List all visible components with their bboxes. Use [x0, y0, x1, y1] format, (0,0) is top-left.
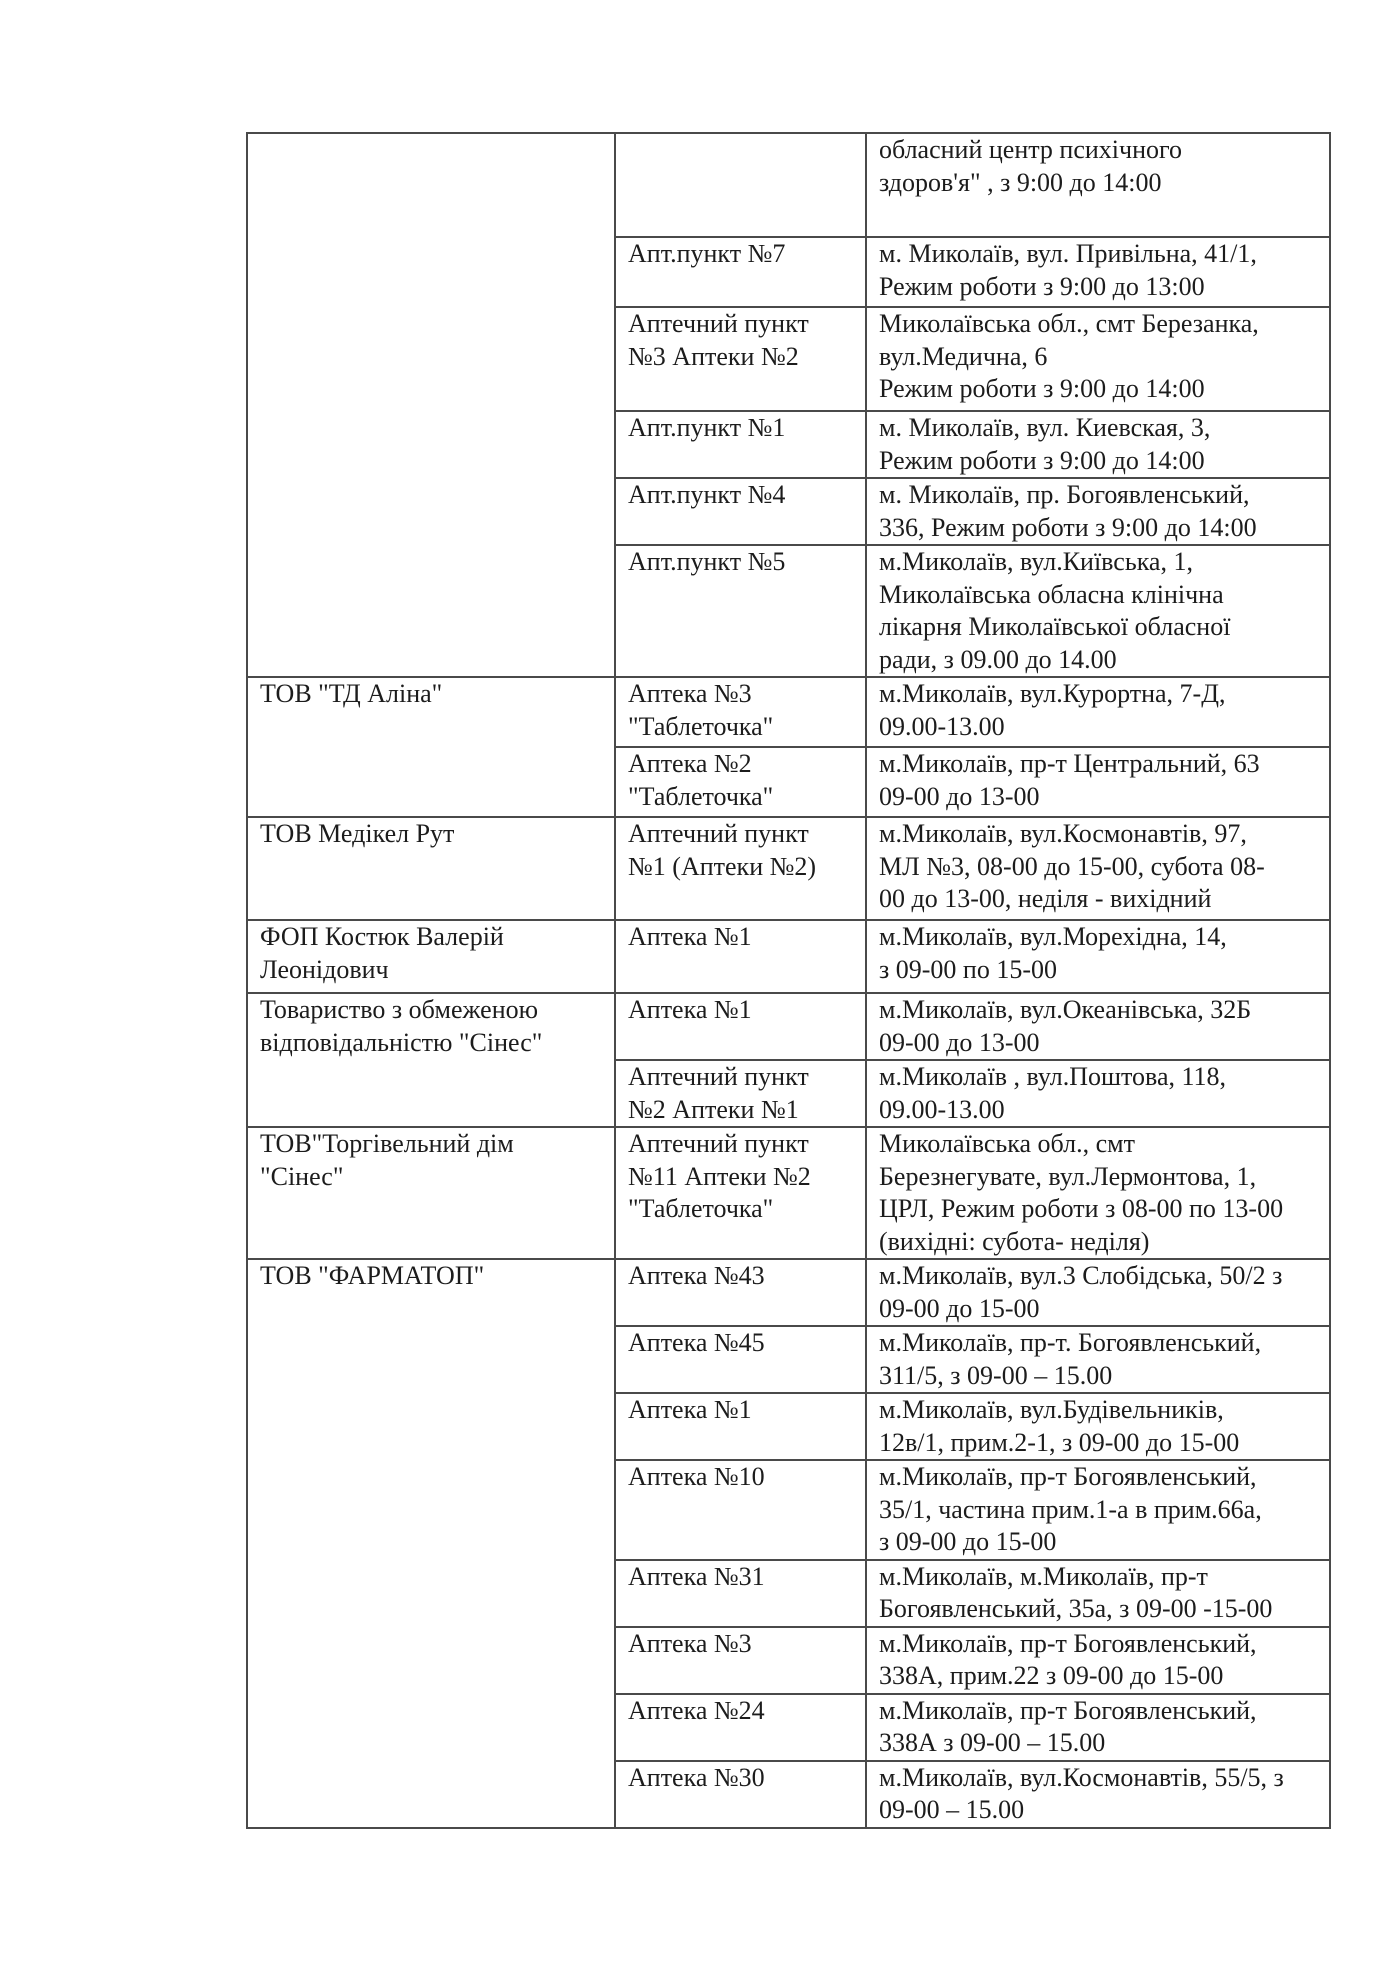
pharmacy-name-cell: Аптечний пункт №3 Аптеки №2	[615, 307, 866, 411]
table-row	[247, 677, 1330, 747]
pharmacy-name-cell: Аптека №1	[615, 920, 866, 993]
address-cell: м.Миколаїв, вул.Київська, 1, Миколаївська обласна клінічна лікарня Миколаївської обласної ради, з 09.00 до 14.00	[866, 545, 1330, 677]
address-cell: м.Миколаїв, вул.Космонавтів, 55/5, з 09-00 – 15.00	[866, 1761, 1330, 1828]
pharmacy-name-cell: Аптека №45	[615, 1326, 866, 1393]
address-cell: м.Миколаїв, вул.Океанівська, 32Б 09-00 до 13-00	[866, 993, 1330, 1060]
table-row	[247, 1259, 1330, 1326]
pharmacy-name-cell: Аптека №10	[615, 1460, 866, 1560]
address-cell: м.Миколаїв, вул.Морехідна, 14, з 09-00 по 15-00	[866, 920, 1330, 993]
pharmacy-name-cell: Аптека №43	[615, 1259, 866, 1326]
org-cell	[247, 133, 615, 677]
address-cell: обласний центр психічного здоров'я" , з 9:00 до 14:00	[866, 133, 1330, 237]
pharmacy-name-cell: Аптечний пункт №1 (Аптеки №2)	[615, 817, 866, 920]
address-cell: м. Миколаїв, пр. Богоявленський, 336, Режим роботи з 9:00 до 14:00	[866, 478, 1330, 545]
pharmacy-table	[246, 132, 1331, 1829]
org-cell: ТОВ"Торгівельний дім "Сінес"	[247, 1127, 615, 1259]
pharmacy-name-cell: Аптечний пункт №11 Аптеки №2 "Таблеточка"	[615, 1127, 866, 1259]
address-cell: м.Миколаїв, пр-т Богоявленський, 35/1, частина прим.1-а в прим.66а, з 09-00 до 15-00	[866, 1460, 1330, 1560]
pharmacy-name-cell: Аптечний пункт №2 Аптеки №1	[615, 1060, 866, 1127]
address-cell: м.Миколаїв, пр-т Центральний, 63 09-00 до 13-00	[866, 747, 1330, 817]
address-cell: м.Миколаїв, вул.3 Слобідська, 50/2 з 09-00 до 15-00	[866, 1259, 1330, 1326]
table-row	[247, 993, 1330, 1060]
pharmacy-name-cell: Аптека №30	[615, 1761, 866, 1828]
pharmacy-name-cell: Аптека №2 "Таблеточка"	[615, 747, 866, 817]
address-cell: Миколаївська обл., смт Березанка, вул.Медична, 6 Режим роботи з 9:00 до 14:00	[866, 307, 1330, 411]
table-row	[247, 1127, 1330, 1259]
pharmacy-name-cell: Апт.пункт №7	[615, 237, 866, 307]
pharmacy-name-cell: Аптека №1	[615, 993, 866, 1060]
pharmacy-name-cell: Аптека №1	[615, 1393, 866, 1460]
pharmacy-name-cell: Аптека №3	[615, 1627, 866, 1694]
address-cell: м. Миколаїв, вул. Киевская, 3, Режим роботи з 9:00 до 14:00	[866, 411, 1330, 478]
org-cell: ФОП Костюк Валерій Леонідович	[247, 920, 615, 993]
pharmacy-name-cell: Аптека №3 "Таблеточка"	[615, 677, 866, 747]
org-cell: ТОВ "ФАРМАТОП"	[247, 1259, 615, 1828]
pharmacy-name-cell: Аптека №31	[615, 1560, 866, 1627]
address-cell: м.Миколаїв, вул.Космонавтів, 97, МЛ №3, 08-00 до 15-00, субота 08- 00 до 13-00, неділя - вихідний	[866, 817, 1330, 920]
pharmacy-name-cell: Апт.пункт №4	[615, 478, 866, 545]
pharmacy-name-cell	[615, 133, 866, 237]
address-cell: м.Миколаїв, пр-т Богоявленський, 338А з 09-00 – 15.00	[866, 1694, 1330, 1761]
address-cell: м.Миколаїв, вул.Будівельників, 12в/1, прим.2-1, з 09-00 до 15-00	[866, 1393, 1330, 1460]
address-cell: Миколаївська обл., смт Березнегувате, вул.Лермонтова, 1, ЦРЛ, Режим роботи з 08-00 по 13-00 (вихідні: субота- неділя)	[866, 1127, 1330, 1259]
table-row	[247, 920, 1330, 993]
pharmacy-name-cell: Апт.пункт №1	[615, 411, 866, 478]
address-cell: м.Миколаїв, пр-т Богоявленський, 338А, прим.22 з 09-00 до 15-00	[866, 1627, 1330, 1694]
address-cell: м.Миколаїв, м.Миколаїв, пр-т Богоявленський, 35а, з 09-00 -15-00	[866, 1560, 1330, 1627]
address-cell: м. Миколаїв, вул. Привільна, 41/1, Режим роботи з 9:00 до 13:00	[866, 237, 1330, 307]
org-cell: ТОВ Медікел Рут	[247, 817, 615, 920]
pharmacy-name-cell: Апт.пункт №5	[615, 545, 866, 677]
pharmacy-name-cell: Аптека №24	[615, 1694, 866, 1761]
table-row	[247, 817, 1330, 920]
address-cell: м.Миколаїв, пр-т. Богоявленський, 311/5, з 09-00 – 15.00	[866, 1326, 1330, 1393]
address-cell: м.Миколаїв , вул.Поштова, 118, 09.00-13.00	[866, 1060, 1330, 1127]
address-cell: м.Миколаїв, вул.Курортна, 7-Д, 09.00-13.00	[866, 677, 1330, 747]
table-row	[247, 133, 1330, 237]
org-cell: ТОВ "ТД Аліна"	[247, 677, 615, 817]
org-cell: Товариство з обмеженою відповідальністю "Сінес"	[247, 993, 615, 1127]
